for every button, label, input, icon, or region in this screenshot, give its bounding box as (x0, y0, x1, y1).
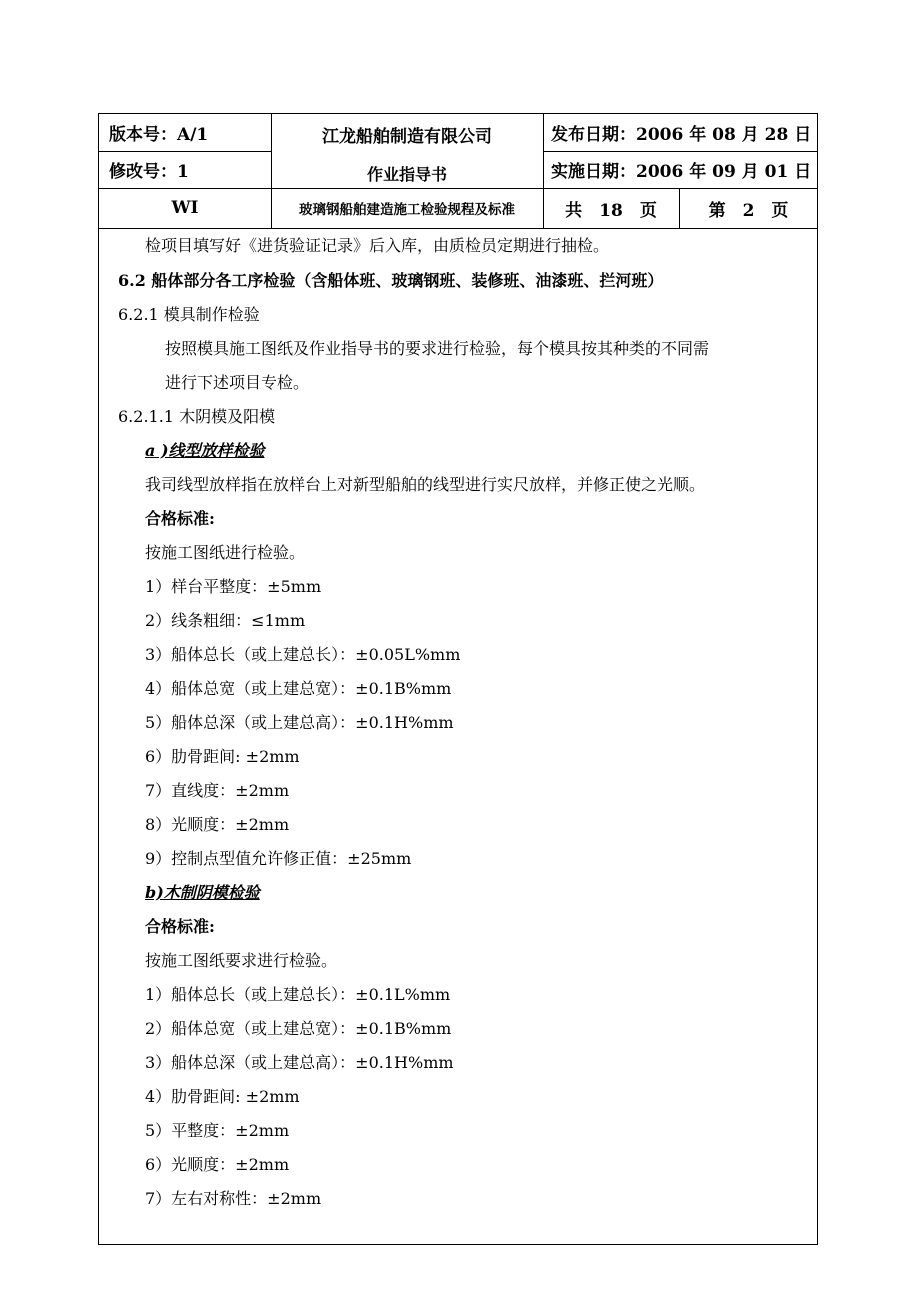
body-line: 按施工图纸要求进行检验。 (145, 951, 338, 970)
list-item: 4）船体总宽（或上建总宽）：±0.1B%mm (145, 679, 452, 698)
subheading-b: b)木制阴模检验 (145, 883, 260, 902)
company-name: 江龙船舶制造有限公司 (322, 127, 492, 147)
list-item: 6）肋骨距间: ±2mm (145, 747, 300, 766)
page-number: 第 2 页 (708, 200, 789, 221)
list-item: 2）船体总宽（或上建总宽）：±0.1B%mm (145, 1019, 452, 1038)
code-cell: WI (171, 198, 199, 218)
list-item: 4）肋骨距间: ±2mm (145, 1087, 300, 1106)
publish-date: 发布日期：2006 年 08 月 28 日 (551, 125, 812, 145)
version-cell: 版本号：A/1 (109, 125, 209, 145)
list-item: 5）船体总深（或上建总高）：±0.1H%mm (145, 713, 454, 732)
list-item: 3）船体总深（或上建总高）：±0.1H%mm (145, 1053, 454, 1072)
standard-label: 合格标准: (145, 917, 215, 936)
header-bottom-line (99, 228, 818, 229)
total-pages: 共 18 页 (565, 200, 657, 221)
body-line: 检项目填写好《进货验证记录》后入库，由质检员定期进行抽检。 (145, 236, 610, 255)
list-item: 1）样台平整度：±5mm (145, 577, 322, 596)
section-heading-6-2-1-1: 6.2.1.1 木阴模及阳模 (118, 407, 276, 426)
list-item: 1）船体总长（或上建总长）：±0.1L%mm (145, 985, 451, 1004)
body-line: 进行下述项目专检。 (165, 373, 310, 392)
list-item: 9）控制点型值允许修正值：±25mm (145, 849, 412, 868)
revision-cell: 修改号：1 (109, 162, 189, 182)
list-item: 5）平整度：±2mm (145, 1121, 290, 1140)
section-heading-6-2: 6.2 船体部分各工序检验（含船体班、玻璃钢班、装修班、油漆班、拦河班） (118, 271, 664, 290)
list-item: 2）线条粗细：≤1mm (145, 611, 306, 630)
subheading-a: a )线型放样检验 (145, 441, 265, 460)
list-item: 7）直线度：±2mm (145, 781, 290, 800)
section-heading-6-2-1: 6.2.1 模具制作检验 (118, 305, 260, 324)
list-item: 3）船体总长（或上建总长）：±0.05L%mm (145, 645, 461, 664)
body-line: 按照模具施工图纸及作业指导书的要求进行检验，每个模具按其种类的不同需 (165, 339, 710, 358)
list-item: 8）光顺度：±2mm (145, 815, 290, 834)
list-item: 6）光顺度：±2mm (145, 1155, 290, 1174)
doc-type: 作业指导书 (366, 164, 447, 184)
list-item: 7）左右对称性：±2mm (145, 1189, 322, 1208)
body-line: 我司线型放样指在放样台上对新型船舶的线型进行实尺放样，并修正使之光顺。 (145, 475, 706, 494)
doc-title: 玻璃钢船舶建造施工检验规程及标准 (299, 202, 515, 218)
effective-date: 实施日期：2006 年 09 月 01 日 (551, 162, 812, 182)
body-line: 按施工图纸进行检验。 (145, 543, 306, 562)
standard-label: 合格标准: (145, 509, 215, 528)
